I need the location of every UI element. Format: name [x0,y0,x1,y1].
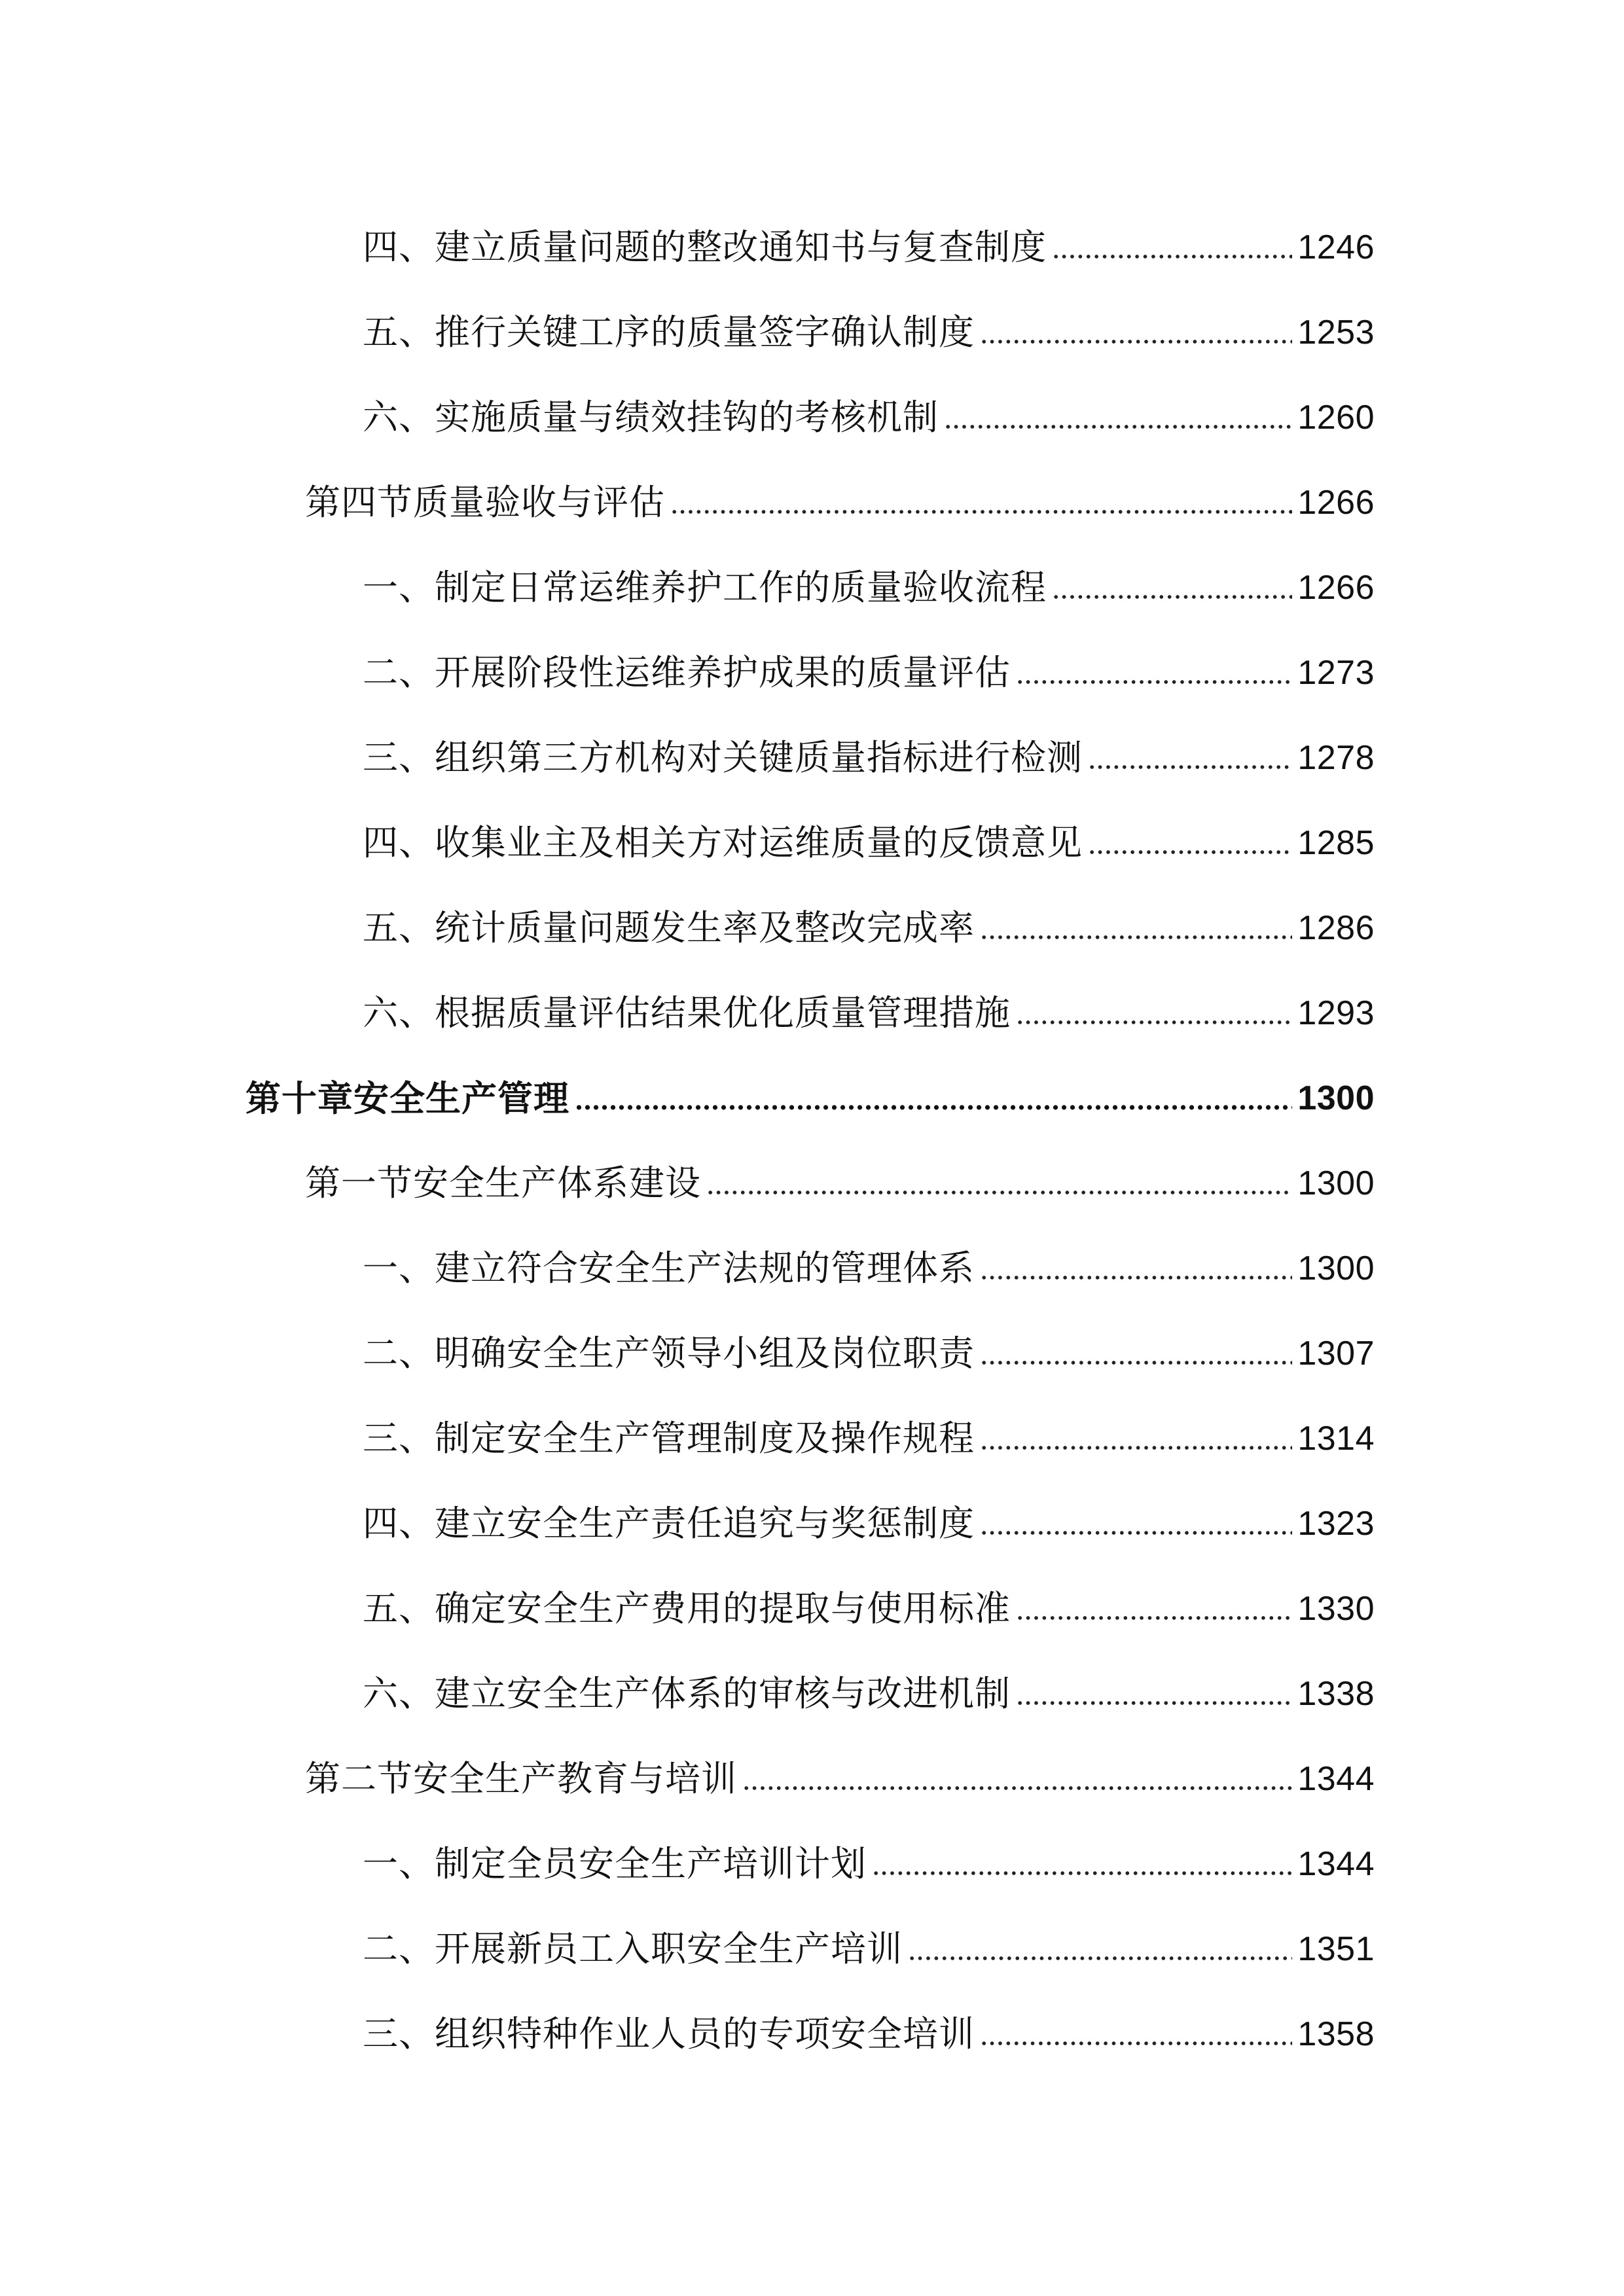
toc-entry-page: 1351 [1297,1930,1375,1968]
toc-dot-leader [980,935,1292,940]
toc-entry-page: 1260 [1297,399,1375,437]
toc-entry[interactable] [363,1407,1375,1460]
toc-dot-leader [1088,850,1292,855]
toc-entry-title: 三、组织特种作业人员的专项安全培训 [363,2013,975,2054]
toc-section-entry[interactable] [305,1152,1375,1204]
toc-entry-page: 1266 [1297,569,1375,607]
toc-entry-page: 1323 [1297,1505,1375,1543]
toc-entry[interactable] [363,1918,1375,1970]
toc-dot-leader [908,1956,1292,1961]
toc-dot-leader [1016,1615,1292,1621]
toc-entry[interactable] [363,556,1375,609]
toc-entry-title: 一、建立符合安全生产法规的管理体系 [363,1247,975,1289]
toc-entry-title: 六、根据质量评估结果优化质量管理措施 [363,992,1011,1033]
toc-dot-leader [980,1275,1292,1280]
toc-entry-title: 三、组织第三方机构对关键质量指标进行检测 [363,737,1083,778]
toc-entry-page: 1266 [1297,484,1375,522]
toc-entry-title: 二、开展新员工入职安全生产培训 [363,1928,903,1969]
toc-entry-page: 1330 [1297,1590,1375,1628]
toc-dot-leader [980,2041,1292,2046]
toc-chapter-entry[interactable] [245,1067,1375,1119]
toc-entry[interactable] [363,641,1375,694]
toc-entry-page: 1300 [1297,1249,1375,1287]
toc-entry[interactable] [363,897,1375,949]
toc-dot-leader [980,1530,1292,1535]
toc-entry-title: 六、建立安全生产体系的审核与改进机制 [363,1673,1011,1714]
toc-entry-page: 1253 [1297,314,1375,351]
toc-dot-leader [944,424,1292,429]
toc-entry-title: 五、统计质量问题发生率及整改完成率 [363,907,975,948]
toc-dot-leader [980,1445,1292,1450]
toc-entry[interactable] [363,1492,1375,1545]
toc-entry[interactable] [363,1237,1375,1289]
toc-dot-leader [980,1360,1292,1365]
toc-dot-leader [1052,594,1292,600]
toc-dot-leader [742,1785,1292,1791]
toc-entry[interactable] [363,1322,1375,1374]
toc-entry-title: 四、建立安全生产责任追究与奖惩制度 [363,1503,975,1544]
toc-entry-page: 1273 [1297,654,1375,692]
toc-entry-title: 四、收集业主及相关方对运维质量的反馈意见 [363,822,1083,863]
toc-entry-title: 六、实施质量与绩效挂钩的考核机制 [363,397,939,438]
toc-dot-leader [706,1190,1292,1195]
toc-dot-leader [1016,1020,1292,1025]
toc-entry-page: 1300 [1297,1079,1375,1117]
toc-entry-page: 1246 [1297,228,1375,266]
toc-entry-title: 四、建立质量问题的整改通知书与复查制度 [363,226,1047,268]
toc-entry[interactable] [363,386,1375,439]
toc-entry[interactable] [363,1577,1375,1630]
toc-entry[interactable] [363,1662,1375,1715]
toc-entry-page: 1358 [1297,2015,1375,2053]
toc-entry-title: 第二节安全生产教育与培训 [305,1758,737,1799]
toc-dot-leader [1016,1700,1292,1706]
toc-entry-page: 1314 [1297,1420,1375,1458]
toc-dot-leader [1052,254,1292,259]
toc-entry[interactable] [363,1833,1375,1885]
toc-dot-leader [1016,679,1292,685]
toc-entry-title: 一、制定全员安全生产培训计划 [363,1843,867,1884]
toc-section-entry[interactable] [305,471,1375,524]
toc-entry-page: 1344 [1297,1760,1375,1798]
toc-entry-title: 一、制定日常运维养护工作的质量验收流程 [363,567,1047,608]
toc-entry-title: 二、开展阶段性运维养护成果的质量评估 [363,652,1011,693]
toc-dot-leader [1088,764,1292,770]
toc-entry-title: 第十章安全生产管理 [245,1077,569,1119]
toc-entry[interactable] [363,726,1375,779]
toc-entry-title: 第四节质量验收与评估 [305,482,665,523]
toc-entry[interactable] [363,812,1375,864]
toc-entry-page: 1286 [1297,909,1375,947]
toc-entry-page: 1300 [1297,1164,1375,1202]
toc-entry-title: 二、明确安全生产领导小组及岗位职责 [363,1333,975,1374]
toc-entry-title: 三、制定安全生产管理制度及操作规程 [363,1418,975,1459]
toc-entry-title: 五、确定安全生产费用的提取与使用标准 [363,1588,1011,1629]
toc-dot-leader [575,1105,1292,1110]
toc-entry-page: 1338 [1297,1675,1375,1713]
toc-entry-page: 1278 [1297,739,1375,777]
toc-entry-page: 1344 [1297,1845,1375,1883]
toc-entry-page: 1293 [1297,994,1375,1032]
toc-entry-title: 第一节安全生产体系建设 [305,1162,701,1204]
toc-entry[interactable] [363,301,1375,353]
toc-entry-page: 1307 [1297,1335,1375,1372]
toc-entry-page: 1285 [1297,824,1375,862]
toc-section-entry[interactable] [305,1748,1375,1800]
toc-entry[interactable] [363,982,1375,1034]
toc-entry[interactable] [363,2003,1375,2055]
toc-dot-leader [980,339,1292,344]
toc-entry-title: 五、推行关键工序的质量签字确认制度 [363,312,975,353]
toc-entry[interactable] [363,216,1375,268]
toc-dot-leader [872,1871,1292,1876]
toc-dot-leader [670,509,1292,514]
